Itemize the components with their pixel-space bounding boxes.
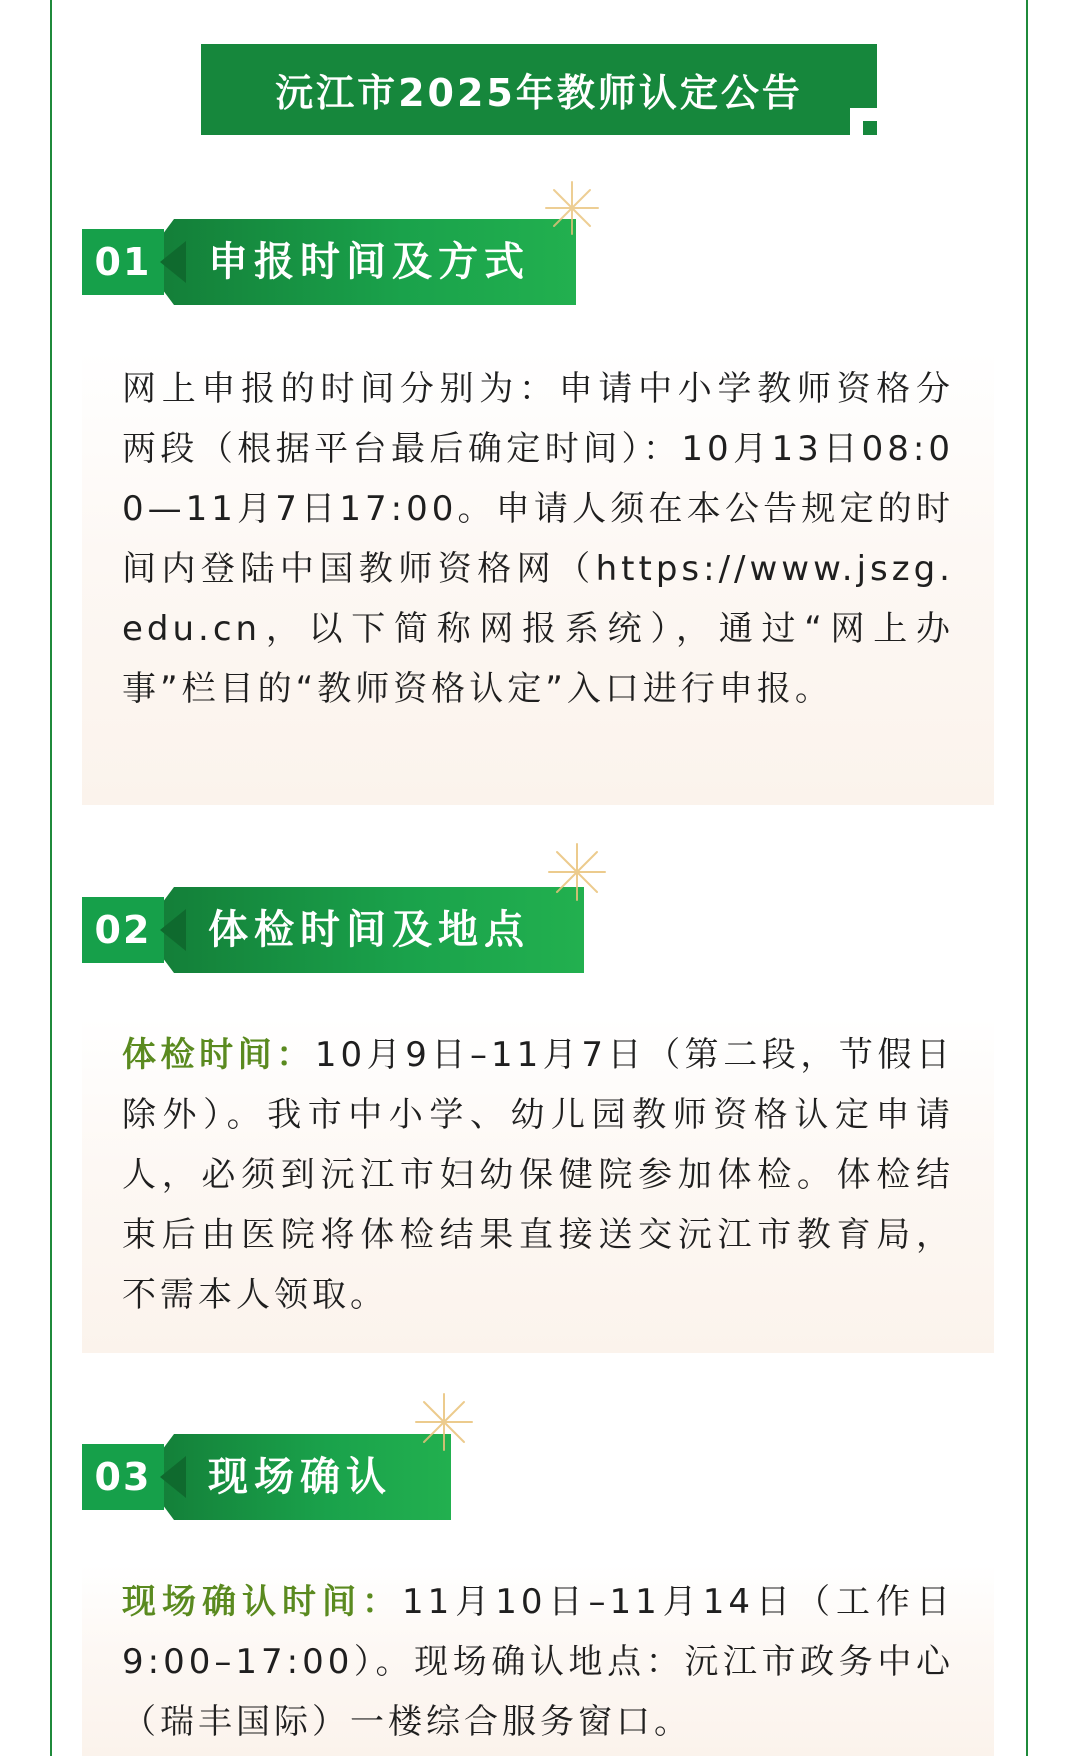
section-body [122, 1572, 954, 1752]
section-lead: 现场确认时间： [122, 1582, 402, 1622]
section-heading: 体检时间及地点 [208, 907, 530, 953]
left-border-line [50, 0, 52, 1756]
section-header-2 [82, 887, 584, 973]
section-heading: 申报时间及方式 [208, 239, 530, 285]
section-body [122, 1025, 954, 1325]
section-text: 11月10日–11月14日（工作日9:00–17:00）。现场确认地点：沅江市政务中心（瑞丰国际）一楼综合服务窗口。 [122, 1582, 955, 1742]
firework-icon [412, 1390, 476, 1454]
section-content-1 [82, 350, 994, 805]
section-header-3 [82, 1434, 451, 1520]
banner-corner-decoration [850, 108, 878, 136]
section-text: 10月9日–11月7日（第二段，节假日除外）。我市中小学、幼儿园教师资格认定申请人，必须到沅江市妇幼保健院参加体检。体检结束后由医院将体检结果直接送交沅江市教育局，不需本人领取。 [122, 1035, 955, 1315]
section-number: 03 [82, 1444, 164, 1510]
section-number: 02 [82, 897, 164, 963]
chevron-left-icon [160, 241, 186, 283]
section-header-1 [82, 219, 576, 305]
section-content-3 [82, 1565, 994, 1756]
section-content-2 [82, 1018, 994, 1353]
page-title: 沅江市2025年教师认定公告 [275, 71, 803, 115]
title-banner [201, 44, 877, 135]
chevron-left-icon [160, 1456, 186, 1498]
section-heading: 现场确认 [208, 1454, 392, 1500]
section-body [122, 359, 954, 719]
firework-icon [540, 176, 604, 240]
section-number: 01 [82, 229, 164, 295]
firework-icon [545, 840, 609, 904]
section-lead: 体检时间： [122, 1035, 315, 1075]
chevron-left-icon [160, 909, 186, 951]
section-text: 网上申报的时间分别为：申请中小学教师资格分两段（根据平台最后确定时间）：10月13日08:00—11月7日17:00。申请人须在本公告规定的时间内登陆中国教师资格网（https://www.jszg.edu.cn，以下简称网报系统），通过“网上办事”栏目的“教师资格认定”入口进行申报。 [122, 369, 954, 709]
right-border-line [1026, 0, 1028, 1756]
